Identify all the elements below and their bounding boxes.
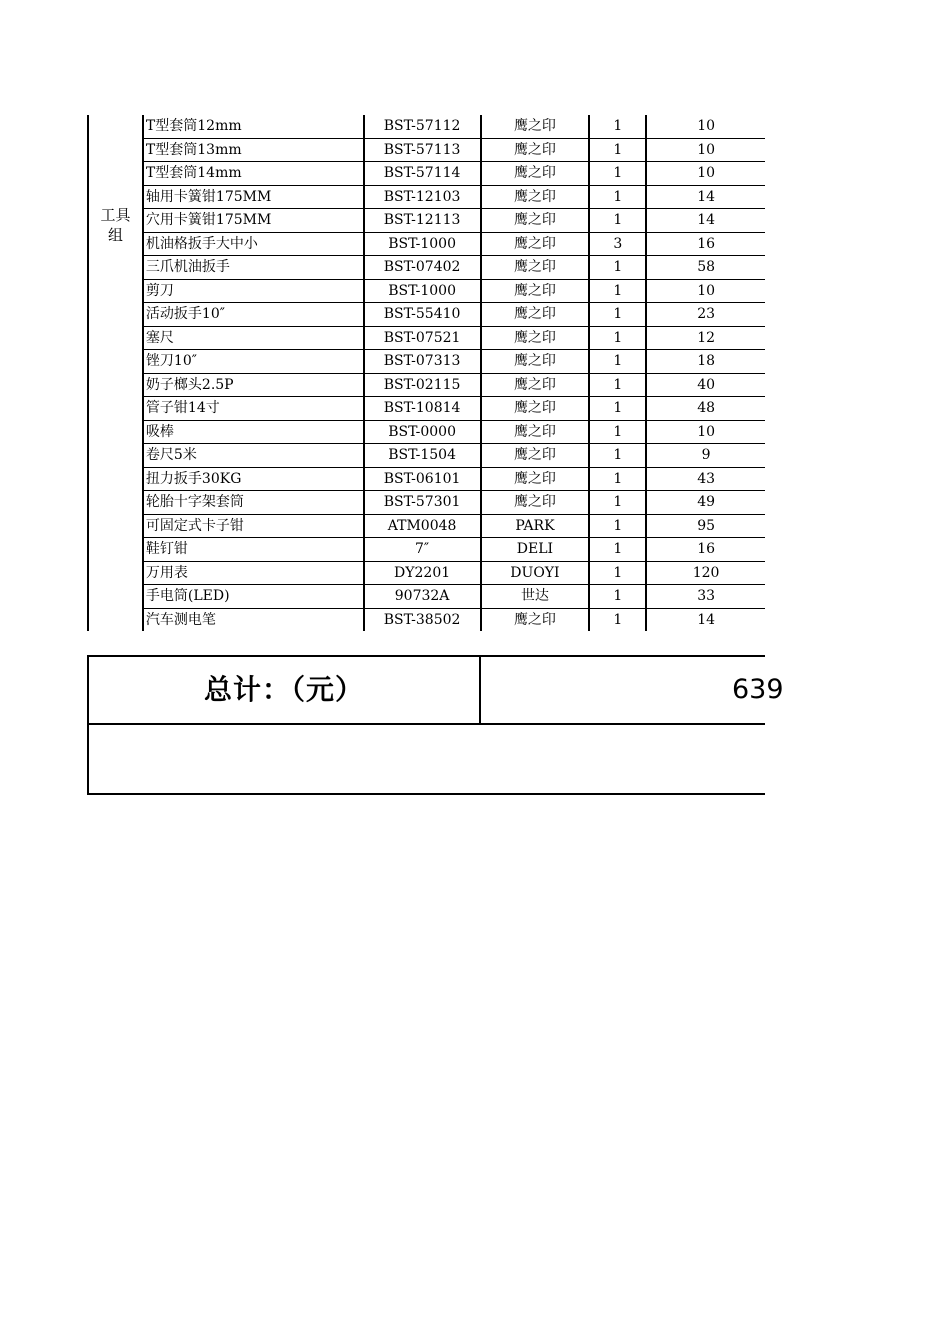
cell-name: 奶子榔头2.5P — [143, 373, 364, 397]
cell-qty: 1 — [589, 279, 646, 303]
table-row — [88, 373, 765, 397]
cell-model: BST-12103 — [364, 185, 481, 209]
cell-brand: 鹰之印 — [481, 232, 590, 256]
cell-model: BST-0000 — [364, 420, 481, 444]
cell-name: T型套筒12mm — [143, 115, 364, 138]
cell-name: 扭力扳手30KG — [143, 467, 364, 491]
cell-model: BST-57112 — [364, 115, 481, 138]
table-row — [88, 162, 765, 186]
cell-qty: 1 — [589, 608, 646, 631]
cell-qty: 1 — [589, 209, 646, 233]
cell-model: 90732A — [364, 585, 481, 609]
cell-price: 23 — [646, 303, 765, 327]
cell-brand: 鹰之印 — [481, 115, 590, 138]
table-row — [88, 138, 765, 162]
cell-price: 10 — [646, 115, 765, 138]
table-row — [88, 467, 765, 491]
cell-name: 吸棒 — [143, 420, 364, 444]
cell-qty: 1 — [589, 561, 646, 585]
cell-price: 95 — [646, 514, 765, 538]
cell-price: 33 — [646, 585, 765, 609]
cell-price: 14 — [646, 209, 765, 233]
cell-brand: 鹰之印 — [481, 326, 590, 350]
table-row — [88, 185, 765, 209]
cell-name: 穴用卡簧钳175MM — [143, 209, 364, 233]
cell-qty: 1 — [589, 115, 646, 138]
cell-qty: 3 — [589, 232, 646, 256]
total-label: 总计：（元） — [89, 657, 481, 723]
table-row — [88, 279, 765, 303]
cell-model: BST-07521 — [364, 326, 481, 350]
cell-model: BST-55410 — [364, 303, 481, 327]
table-row — [88, 397, 765, 421]
cell-model: BST-38502 — [364, 608, 481, 631]
cell-name: 机油格扳手大中小 — [143, 232, 364, 256]
cell-qty: 1 — [589, 444, 646, 468]
cell-price: 49 — [646, 491, 765, 515]
cell-model: BST-07313 — [364, 350, 481, 374]
cell-name: T型套筒13mm — [143, 138, 364, 162]
cell-qty: 1 — [589, 373, 646, 397]
cell-price: 10 — [646, 138, 765, 162]
cell-brand: 鹰之印 — [481, 373, 590, 397]
total-value: 639 — [732, 674, 784, 705]
cell-brand: PARK — [481, 514, 590, 538]
table-row — [88, 420, 765, 444]
cell-brand: 鹰之印 — [481, 467, 590, 491]
cell-name: 轴用卡簧钳175MM — [143, 185, 364, 209]
table-row — [88, 585, 765, 609]
cell-brand: 鹰之印 — [481, 397, 590, 421]
cell-qty: 1 — [589, 162, 646, 186]
table-row — [88, 326, 765, 350]
cell-qty: 1 — [589, 397, 646, 421]
cell-brand: 鹰之印 — [481, 162, 590, 186]
table-row — [88, 115, 765, 138]
cell-name: 卷尺5米 — [143, 444, 364, 468]
cell-qty: 1 — [589, 256, 646, 280]
total-value-cell — [481, 657, 784, 723]
cell-model: BST-1000 — [364, 232, 481, 256]
cell-brand: 鹰之印 — [481, 209, 590, 233]
cell-qty: 1 — [589, 326, 646, 350]
total-row — [87, 655, 784, 723]
cell-model: DY2201 — [364, 561, 481, 585]
cell-qty: 1 — [589, 420, 646, 444]
cell-brand: DUOYI — [481, 561, 590, 585]
cell-name: 鞋钉钳 — [143, 538, 364, 562]
cell-price: 18 — [646, 350, 765, 374]
cell-price: 43 — [646, 467, 765, 491]
cell-name: 锉刀10″ — [143, 350, 364, 374]
cell-model: BST-12113 — [364, 209, 481, 233]
cell-qty: 1 — [589, 491, 646, 515]
cell-name: 汽车测电笔 — [143, 608, 364, 631]
cell-brand: 鹰之印 — [481, 279, 590, 303]
cell-model: BST-06101 — [364, 467, 481, 491]
cell-price: 9 — [646, 444, 765, 468]
cell-qty: 1 — [589, 585, 646, 609]
cell-brand: 鹰之印 — [481, 350, 590, 374]
cell-model: BST-10814 — [364, 397, 481, 421]
cell-price: 12 — [646, 326, 765, 350]
table-row — [88, 256, 765, 280]
cell-model: BST-1504 — [364, 444, 481, 468]
cell-brand: DELI — [481, 538, 590, 562]
cell-price: 10 — [646, 279, 765, 303]
cell-brand: 世达 — [481, 585, 590, 609]
cell-brand: 鹰之印 — [481, 420, 590, 444]
cell-model: BST-57301 — [364, 491, 481, 515]
cell-qty: 1 — [589, 514, 646, 538]
inventory-sheet — [87, 115, 784, 795]
cell-price: 40 — [646, 373, 765, 397]
cell-price: 14 — [646, 185, 765, 209]
cell-model: BST-57114 — [364, 162, 481, 186]
cell-price: 10 — [646, 162, 765, 186]
cell-brand: 鹰之印 — [481, 608, 590, 631]
cell-price: 120 — [646, 561, 765, 585]
cell-qty: 1 — [589, 538, 646, 562]
cell-brand: 鹰之印 — [481, 491, 590, 515]
cell-model: ATM0048 — [364, 514, 481, 538]
group-label: 工具 组 — [88, 115, 143, 631]
cell-price: 58 — [646, 256, 765, 280]
items-table — [87, 115, 765, 631]
cell-name: 管子钳14寸 — [143, 397, 364, 421]
cell-name: 塞尺 — [143, 326, 364, 350]
cell-name: 三爪机油扳手 — [143, 256, 364, 280]
cell-name: 万用表 — [143, 561, 364, 585]
cell-price: 14 — [646, 608, 765, 631]
cell-model: BST-07402 — [364, 256, 481, 280]
cell-name: 轮胎十字架套筒 — [143, 491, 364, 515]
table-row — [88, 444, 765, 468]
table-row — [88, 232, 765, 256]
cell-name: 手电筒(LED) — [143, 585, 364, 609]
cell-brand: 鹰之印 — [481, 185, 590, 209]
cell-model: BST-02115 — [364, 373, 481, 397]
note-row — [87, 723, 765, 795]
cell-qty: 1 — [589, 467, 646, 491]
table-row — [88, 561, 765, 585]
table-row — [88, 303, 765, 327]
cell-name: T型套筒14mm — [143, 162, 364, 186]
cell-brand: 鹰之印 — [481, 256, 590, 280]
cell-model: BST-57113 — [364, 138, 481, 162]
table-row — [88, 350, 765, 374]
cell-model: BST-1000 — [364, 279, 481, 303]
cell-name: 可固定式卡子钳 — [143, 514, 364, 538]
table-row — [88, 608, 765, 631]
cell-price: 16 — [646, 232, 765, 256]
cell-price: 10 — [646, 420, 765, 444]
cell-price: 16 — [646, 538, 765, 562]
cell-brand: 鹰之印 — [481, 303, 590, 327]
cell-brand: 鹰之印 — [481, 444, 590, 468]
cell-qty: 1 — [589, 185, 646, 209]
table-row — [88, 514, 765, 538]
table-row — [88, 491, 765, 515]
cell-name: 活动扳手10″ — [143, 303, 364, 327]
cell-price: 48 — [646, 397, 765, 421]
cell-brand: 鹰之印 — [481, 138, 590, 162]
table-row — [88, 538, 765, 562]
table-row — [88, 209, 765, 233]
cell-model: 7″ — [364, 538, 481, 562]
cell-name: 剪刀 — [143, 279, 364, 303]
cell-qty: 1 — [589, 350, 646, 374]
cell-qty: 1 — [589, 303, 646, 327]
items-table-body — [88, 115, 765, 631]
cell-qty: 1 — [589, 138, 646, 162]
